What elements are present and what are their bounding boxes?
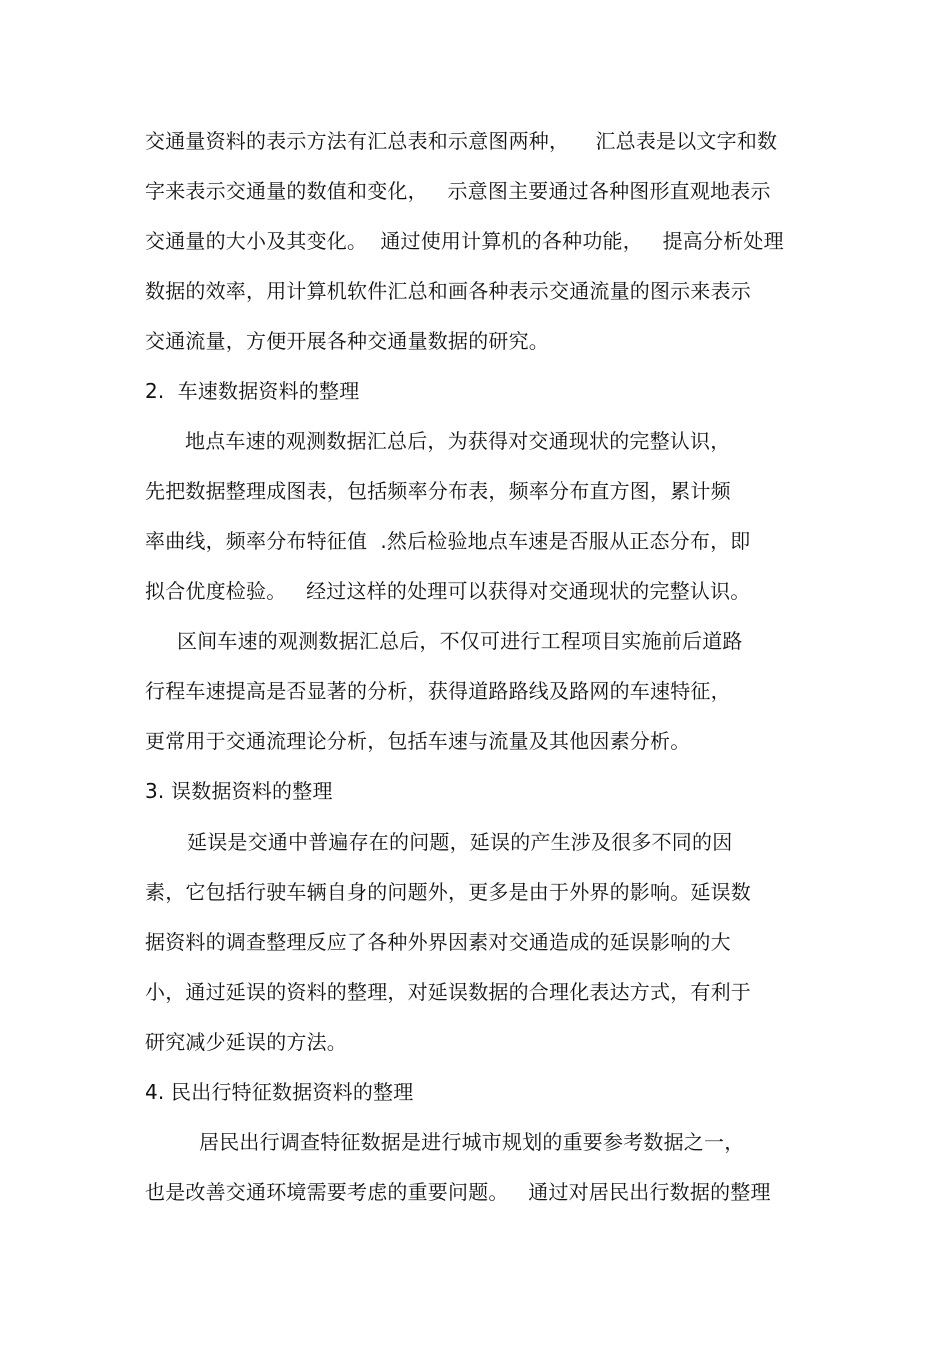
- paragraph-line: 居民出行调查特征数据是进行城市规划的重要参考数据之一，: [199, 1130, 745, 1154]
- section-heading: 4. 民出行特征数据资料的整理: [145, 1080, 414, 1104]
- paragraph-line: 先把数据整理成图表，包括频率分布表，频率分布直方图，累计频: [145, 479, 731, 503]
- paragraph-line: 区间车速的观测数据汇总后，不仅可进行工程项目实施前后道路: [177, 629, 743, 653]
- paragraph-line: 拟合优度检验。 经过这样的处理可以获得对交通现状的完整认识。: [145, 579, 751, 603]
- paragraph-line: 据资料的调查整理反应了各种外界因素对交通造成的延误影响的大: [145, 930, 731, 954]
- paragraph-line: 地点车速的观测数据汇总后，为获得对交通现状的完整认识，: [185, 429, 731, 453]
- paragraph-line: 字来表示交通量的数值和变化， 示意图主要通过各种图形直观地表示: [145, 179, 771, 203]
- paragraph-line: 率曲线，频率分布特征值 .然后检验地点车速是否服从正态分布，即: [145, 529, 751, 553]
- paragraph-line: 延误是交通中普遍存在的问题，延误的产生涉及很多不同的因: [187, 830, 733, 854]
- paragraph-line: 素，它包括行驶车辆自身的问题外，更多是由于外界的影响。延误数: [145, 880, 751, 904]
- paragraph-line: 更常用于交通流理论分析，包括车速与流量及其他因素分析。: [145, 729, 691, 753]
- paragraph-line: 数据的效率，用计算机软件汇总和画各种表示交通流量的图示来表示: [145, 279, 751, 303]
- paragraph-line: 研究减少延误的方法。: [145, 1030, 347, 1054]
- paragraph-line: 交通量的大小及其变化。 通过使用计算机的各种功能， 提高分析处理: [145, 229, 784, 253]
- paragraph-line: 交通量资料的表示方法有汇总表和示意图两种， 汇总表是以文字和数: [145, 129, 778, 153]
- section-heading: 2. 车速数据资料的整理: [145, 379, 360, 403]
- paragraph-line: 也是改善交通环境需要考虑的重要问题。 通过对居民出行数据的整理: [145, 1180, 771, 1204]
- section-heading: 3. 误数据资料的整理: [145, 779, 333, 803]
- paragraph-line: 小，通过延误的资料的整理，对延误数据的合理化表达方式，有利于: [145, 980, 751, 1004]
- paragraph-line: 交通流量，方便开展各种交通量数据的研究。: [145, 329, 549, 353]
- paragraph-line: 行程车速提高是否显著的分析，获得道路路线及路网的车速特征，: [145, 679, 731, 703]
